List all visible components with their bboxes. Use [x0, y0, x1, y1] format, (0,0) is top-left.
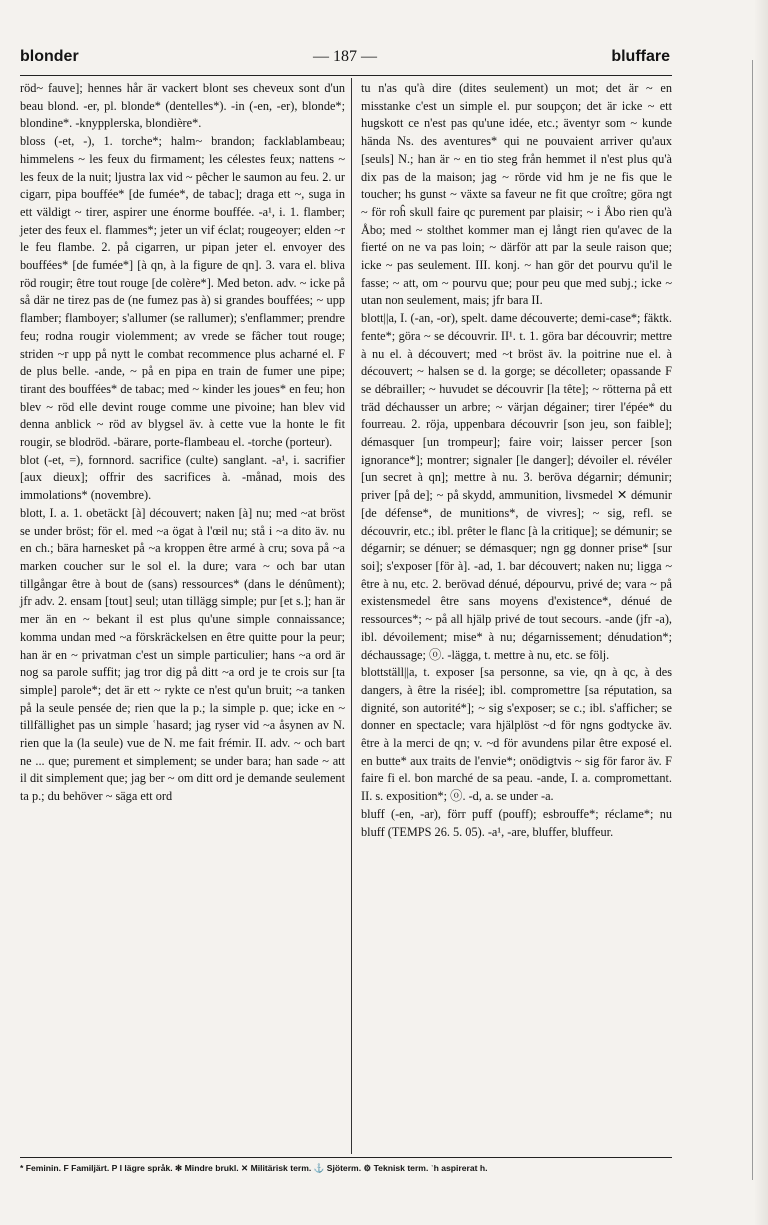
page-header: [20, 48, 670, 72]
left-column: [20, 80, 345, 806]
entry-blot: blot (-et, =), fornnord. sacrifice (culte) sanglant. -a¹, i. sacrifier [aux dieux]; offrir des sacrifices à. -månad, mois des immolations* (novembre).: [20, 452, 345, 503]
entry-blotta: blott||a, I. (-an, -or), spelt. dame découverte; demi-case*; fäktk. fente*; göra ~ se découvrir. II¹. t. 1. göra bar découvrir; mettre à nu el. à découvert; med ~t bröst äv. la poitrine nue el. à découvert; ~ halsen se d. la gorge; se décolleter; opassande F se débrailler; ~ huvudet se découvrir [la tête]; ~ rötterna på ett träd déchausser un arbre; ~ värjan dégainer; tirer l'épée* du fourreau. 2. röja, uppenbara découvrir [son jeu, son faible]; démasquer [un trompeur]; faire voir; laisser percer [son ignorance*]; montrer; signaler [le danger]; dévoiler el. révéler [un secret à qn]; mettre à nu. 3. beröva dégarnir; démunir; priver [på de]; ~ på skydd, ammunition, livsmedel ✕ démunir [de défense*, de munitions*, de vivres]; ~ sig, refl. se découvrir, etc.; ibl. prêter le flanc [à la critique]; se démunir; se dégarnir; se dénuer; se démasquer; ngn gg donner prise* [sur soi]; s'exposer [för à]. -ad, 1. bar découvert; naken nu; ligga ~ être à nu, etc. 2. berövad dénué, dépourvu, privé de; vara ~ på existensmedel être sans moyens d'existence*, dénué de ressources*; ~ på all hjälp privé de tout secours. -ande (jfr -a), ibl. dévoilement; mise* à nu; dégarnissement; dénudation*; déchaussage; ⓞ. -lägga, t. mettre à nu, etc. se följ.: [361, 311, 672, 662]
entry-blott-continued: tu n'as qu'à dire (dites seulement) un mot; det är ~ en misstanke c'est un simple el. pur soupçon; det är icke ~ ett hugskott ce n'est pas qu'une idée, etc.; äventyr som ~ kunde hända Ns. des aventures* qui ne pouvaient arriver qu'aux [seuls] N.; han är ~ en tio steg från hemmet il n'est plus qu'à dix pas de la maison; jag ~ rörde vid hm je ne fis que le toucher; hs gunst ~ växte sa faveur ne fit que croître; göra ngt ~ för roĥ skull faire qc purement par plaisir; ~ i Åbo rien qu'à Åbo; med ~ stolthet kommer man ej långt rien qu'avec de la fierté on ne va pas loin; ~ därför att par la seule raison que; icke ~ pas seulement. III. konj. ~ han gör det pourvu qu'il le fasse; ~ att, om ~ pourvu que; pour peu que med subj.; icke ~ utan non seulement, mais; jfr bara II.: [361, 81, 672, 308]
entry-bloss: bloss (-et, -), 1. torche*; halm~ brandon; facklablambeau; himmelens ~ les feux du firmament; les célestes feux; nattens ~ les feux de la nuit; ljustra lax vid ~ pêcher le saumon au feu. 2. ur cigarr, pipa bouffée* [de fumée*, de tabac]; draga ett ~, suga in ett väldigt ~ tirer, aspirer une énorme bouffée. -a¹, i. 1. flamber; jeter des feux el. flammes*; jeter un vif éclat; rougeoyer; elden ~r le feu flambe. 2. på cigarren, ur pipan jeter el. envoyer des bouffées* [de fumée*] [à qn, à la figure de qn]. 3. vara el. bliva röd rougir; être tout rouge [de colère*]. Med beton. adv. ~ icke på så där ne tirez pas de (ne fumez pas à) si grandes bouffées; ~ upp flamber; flamboyer; s'allumer (se rallumer); s'enflammer; prendre feu; rodna rougir violemment; av vrede se fâcher tout rouge; striden ~r upp på nytt le combat recommence plus acharné el. F de plus belle. -ande, ~ på en pipa en train de fumer une pipe; tirant des bouffées* de tabac; med ~ kinder les joues* en feu; hon blev ~ röd elle devint rouge comme une pivoine; han blev vid denna anblick ~ röd av blygsel äv. à cette vue la honte le fit rougir, se blodröd. -bärare, porte-flambeau el. -torche (porteur).: [20, 134, 345, 450]
page-edge-shadow: [754, 0, 768, 1225]
page-edge-line: [752, 60, 753, 1180]
footnote-rule: [20, 1157, 672, 1158]
header-right-headword: bluffare: [611, 48, 670, 65]
page-number: — 187 —: [313, 48, 377, 65]
entry-bluff: bluff (-en, -ar), förr puff (pouff); esbrouffe*; réclame*; nu bluff (TEMPS 26. 5. 05). -a¹, -are, bluffer, bluffeur.: [361, 806, 672, 839]
abbreviation-legend: * Feminin. F Familjärt. P I lägre språk. ✻ Mindre brukl. ✕ Militärisk term. ⚓ Sjöterm. ⚙ Teknisk term. ʿh aspirerat h.: [20, 1163, 488, 1173]
header-left-headword: blonder: [20, 48, 79, 65]
entry-blottstalla: blottställ||a, t. exposer [sa personne, sa vie, qn à qc, à des dangers, à être la risée]; ibl. compromettre [sa réputation, sa dignité, son autorité*]; ~ sig s'exposer; se c.; ibl. s'afficher; se donner en spectacle; vara hjälplöst ~d för ngns godtycke äv. être à la merci de qn; v. ~d för avundens pilar être exposé el. en butte* aux traits de l'envie*; onödigtvis ~ sig för faror äv. F faire fi el. bon marché de sa peau. -ande, I. a. compromettant. II. s. exposition*; ⓞ. -d, a. se under -a.: [361, 665, 672, 804]
right-column: [361, 80, 672, 841]
column-divider: [351, 78, 352, 1154]
header-rule: [20, 75, 672, 76]
entry-paragraph: röd~ fauve]; hennes hår är vackert blont ses cheveux sont d'un beau blond. -er, pl. blonde* (dentelles*). -in (-en, -er), blonde*; blondine*. -knypplerska, blondière*.: [20, 81, 345, 131]
entry-blott: blott, I. a. 1. obetäckt [à] découvert; naken [à] nu; med ~at bröst se under bröst; för el. med ~a ögat à l'œil nu; stå i ~a dito äv. nu en ch.; bära harnesket på ~a kroppen être armé à cru; sova på ~a marken coucher sur le sol el. la dure; vara ~ och bar utan tillgångar être à bout de (sans) ressources* (dans le dénûment); jfr adv. 2. ensam [tout] seul; utan tillägg simple; pur [et s.]; han är mer än en ~ bekant il est plus qu'une simple connaissance; komma undan med ~a förskräckelsen en être quitte pour la peur; han är en ~ privatman c'est un simple particulier; hans ~a ord är nog sa parole suffit; jag tror dig på ditt ~a ord je te crois sur [ta simple] parole*; det är ett ~ rykte ce n'est qu'un bruit; ~a tanken på la seule pensée de; rien que la p.; la simple p. que; icke en ~ tillfällighet pas un simple ʿhasard; jag ryser vid ~a åsynen av N. rien que la (la seule) vue de N. me fait frémir. II. adv. ~ och bart ne ... que; purement et simplement; se under bara; han sade ~ att il dit simplement que; jag ber ~ om ditt ord je demande seulement ta p.; du behöver ~ säga ett ord: [20, 505, 345, 804]
